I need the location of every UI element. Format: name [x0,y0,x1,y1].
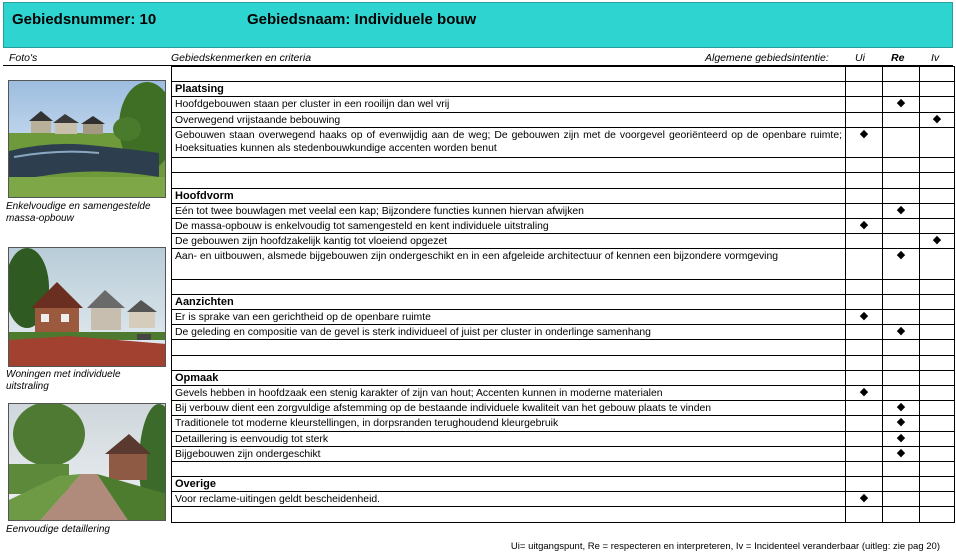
section-title: Hoofdvorm [172,189,846,203]
ui-cell [846,416,883,430]
criteria-table [171,66,955,523]
criterion-row [172,113,955,128]
area-number-label: Gebiedsnummer: 10 [12,11,157,28]
ui-cell [846,113,883,127]
ui-cell [846,386,883,400]
criterion-row [172,249,955,279]
criterion-text: Eén tot twee bouwlagen met veelal een kap; Bijzondere functies kunnen hiervan afwijken [172,204,846,218]
section-header-row [172,189,955,204]
criterion-row [172,128,955,158]
diamond-marker-icon: ◆ [932,112,942,125]
street-with-houses-photo [8,247,166,367]
legend-footnote: Ui= uitgangspunt, Re = respecteren en interpreteren, Iv = Incidenteel veranderbaar (uitleg: zie pag 20) [510,541,940,552]
re-cell [883,97,920,111]
criterion-text [172,158,846,172]
re-cell [883,507,920,521]
iv-cell [920,416,955,430]
section-title: Opmaak [172,371,846,385]
iv-cell [920,97,955,111]
iv-cell [920,204,955,218]
criterion-row [172,492,955,507]
criterion-row [172,234,955,249]
re-cell [883,325,920,339]
iv-cell [920,295,955,309]
diamond-marker-icon: ◆ [896,446,906,459]
re-cell [883,249,920,278]
criterion-row [172,447,955,462]
empty-row [172,67,955,82]
section-header-row [172,371,955,386]
ui-cell [846,507,883,521]
iv-cell [920,82,955,96]
iv-cell [920,356,955,370]
photo-caption: Woningen met individuele uitstraling [6,369,121,392]
ui-cell [846,356,883,370]
criterion-text: Aan- en uitbouwen, alsmede bijgebouwen zijn ondergeschikt en in een afgeleide architectuur of kennen een bijzondere vormgeving [172,249,846,278]
photo-caption: Eenvoudige detaillering [6,524,110,535]
re-cell [883,173,920,187]
criterion-row [172,432,955,447]
diamond-marker-icon: ◆ [896,431,906,444]
iv-cell [920,371,955,385]
criterion-text: De massa-opbouw is enkelvoudig tot samengesteld en kent individuele uitstraling [172,219,846,233]
re-cell [883,295,920,309]
ui-cell [846,67,883,81]
criterion-text: Er is sprake van een gerichtheid op de openbare ruimte [172,310,846,324]
re-column-caption: Re [891,52,905,64]
re-cell [883,340,920,354]
criterion-text [172,173,846,187]
criterion-row [172,97,955,112]
ui-cell [846,219,883,233]
re-cell [883,204,920,218]
ui-cell [846,477,883,491]
criterion-text: Bijgebouwen zijn ondergeschikt [172,447,846,461]
iv-cell [920,280,955,294]
photos-column-caption: Foto's [9,52,38,64]
criterion-text: De gebouwen zijn hoofdzakelijk kantig tot vloeiend opgezet [172,234,846,248]
re-cell [883,432,920,446]
re-cell [883,82,920,96]
iv-cell [920,477,955,491]
iv-cell [920,249,955,278]
diamond-marker-icon: ◆ [859,385,869,398]
criterion-text: Gevels hebben in hoofdzaak een stenig karakter of zijn van hout; Accenten kunnen in moderne materialen [172,386,846,400]
iv-cell [920,340,955,354]
re-cell [883,128,920,157]
photo-caption: Enkelvoudige en samengestelde massa-opbouw [6,201,151,224]
criterion-text [172,340,846,354]
criterion-text [172,462,846,476]
iv-cell [920,432,955,446]
re-cell [883,113,920,127]
ui-cell [846,447,883,461]
diamond-marker-icon: ◆ [859,492,869,505]
re-cell [883,447,920,461]
section-header-row [172,477,955,492]
iv-cell [920,386,955,400]
diamond-marker-icon: ◆ [896,249,906,262]
diamond-marker-icon: ◆ [859,218,869,231]
iv-cell [920,113,955,127]
ui-column-caption: Ui [855,52,865,64]
empty-row [172,280,955,295]
re-cell [883,416,920,430]
criterion-text [172,67,846,81]
re-cell [883,67,920,81]
ui-cell [846,401,883,415]
criterion-text [172,280,846,294]
re-cell [883,492,920,506]
criterion-text: Traditionele tot moderne kleurstellingen, in dorpsranden terughoudend kleurgebruik [172,416,846,430]
criterion-row [172,325,955,340]
re-cell [883,280,920,294]
re-cell [883,310,920,324]
ui-cell [846,432,883,446]
criterion-text: Overwegend vrijstaande bebouwing [172,113,846,127]
section-title: Aanzichten [172,295,846,309]
ui-cell [846,310,883,324]
ui-cell [846,234,883,248]
ui-cell [846,280,883,294]
re-cell [883,401,920,415]
ui-cell [846,325,883,339]
iv-column-caption: Iv [931,52,940,64]
iv-cell [920,158,955,172]
iv-cell [920,234,955,248]
empty-row [172,173,955,188]
ui-cell [846,462,883,476]
criterion-row [172,416,955,431]
criterion-row [172,310,955,325]
ui-cell [846,173,883,187]
empty-row [172,340,955,355]
re-cell [883,189,920,203]
iv-cell [920,447,955,461]
criteria-column-caption: Gebiedskenmerken en criteria [171,52,312,64]
ui-cell [846,249,883,278]
iv-cell [920,462,955,476]
section-title: Plaatsing [172,82,846,96]
ui-cell [846,371,883,385]
diamond-marker-icon: ◆ [896,203,906,216]
criterion-row [172,204,955,219]
re-cell [883,371,920,385]
diamond-marker-icon: ◆ [896,97,906,110]
ui-cell [846,189,883,203]
criterion-text: Voor reclame-uitingen geldt bescheidenheid. [172,492,846,506]
diamond-marker-icon: ◆ [896,401,906,414]
re-cell [883,234,920,248]
ui-cell [846,158,883,172]
ui-cell [846,97,883,111]
intent-column-caption: Algemene gebiedsintentie: [705,52,829,64]
criterion-text: De geleding en compositie van de gevel is sterk individueel of juist per cluster in onderlinge samenhang [172,325,846,339]
iv-cell [920,219,955,233]
diamond-marker-icon: ◆ [859,310,869,323]
iv-cell [920,325,955,339]
ui-cell [846,82,883,96]
iv-cell [920,492,955,506]
re-cell [883,158,920,172]
iv-cell [920,128,955,157]
empty-row [172,356,955,371]
iv-cell [920,173,955,187]
iv-cell [920,507,955,521]
iv-cell [920,67,955,81]
criterion-row [172,386,955,401]
criterion-text: Hoofdgebouwen staan per cluster in een rooilijn dan wel vrij [172,97,846,111]
brick-road-photo [8,403,166,521]
criterion-row [172,219,955,234]
ui-cell [846,492,883,506]
column-captions [3,51,953,66]
re-cell [883,356,920,370]
re-cell [883,477,920,491]
diamond-marker-icon: ◆ [859,127,869,140]
diamond-marker-icon: ◆ [896,416,906,429]
criterion-text: Gebouwen staan overwegend haaks op of evenwijdig aan de weg; De gebouwen zijn met de voorgevel georiënteerd op de openbare ruimte; Hoeksituaties kunnen als stedenbouwkundige accenten worden benut [172,128,846,157]
section-header-row [172,82,955,97]
ui-cell [846,204,883,218]
iv-cell [920,310,955,324]
criterion-text [172,356,846,370]
section-header-row [172,295,955,310]
ui-cell [846,128,883,157]
area-header-band [3,2,953,48]
ui-cell [846,295,883,309]
empty-row [172,158,955,173]
diamond-marker-icon: ◆ [896,325,906,338]
criterion-text: Bij verbouw dient een zorgvuldige afstemming op de bestaande individuele kwaliteit van het gebouw plaats te vinden [172,401,846,415]
empty-row [172,507,955,522]
area-name-label: Gebiedsnaam: Individuele bouw [247,11,477,28]
iv-cell [920,189,955,203]
re-cell [883,462,920,476]
canal-with-houses-photo [8,80,166,198]
diamond-marker-icon: ◆ [932,234,942,247]
criterion-row [172,401,955,416]
iv-cell [920,401,955,415]
re-cell [883,219,920,233]
section-title: Overige [172,477,846,491]
criterion-text: Detaillering is eenvoudig tot sterk [172,432,846,446]
criterion-text [172,507,846,521]
re-cell [883,386,920,400]
ui-cell [846,340,883,354]
empty-row [172,462,955,477]
